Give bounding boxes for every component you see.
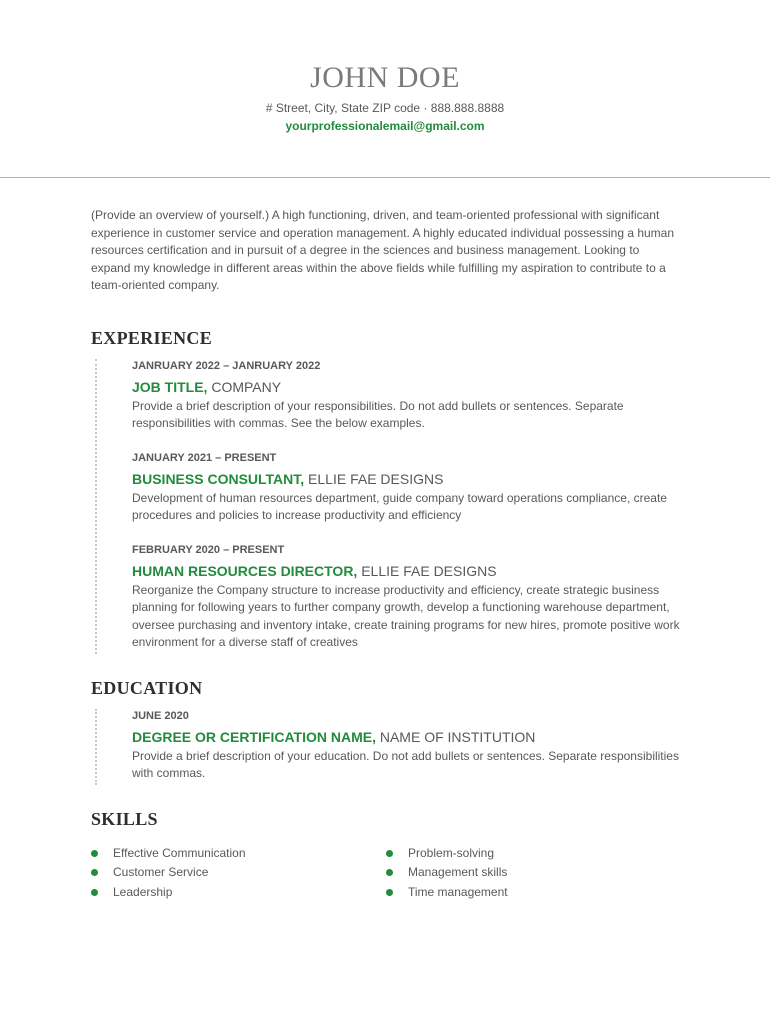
entry-description: Reorganize the Company structure to increase productivity and efficiency, create strategic business planning for following years to further company growth, develop a functioning warehouse department, oversee purchasing and inventory intake, create training programs for new hires, promote positive work environment for a diverse staff of creatives [132, 582, 680, 649]
email-address: yourprofessionalemail@gmail.com [285, 119, 485, 133]
entry-date: JANRUARY 2022 – JANRUARY 2022 [132, 359, 321, 372]
skill-item [91, 844, 386, 864]
skill-label: Effective Communication [113, 845, 246, 860]
education-entry [132, 709, 681, 785]
entry-role [132, 727, 681, 747]
entry-description: Provide a brief description of your responsibilities. Do not add bullets or sentences. Separate responsibilities with commas. See the below examples. [132, 398, 624, 430]
skills-column-left [91, 844, 386, 903]
skill-item [386, 844, 681, 864]
skill-label: Time management [408, 884, 508, 899]
experience-heading: EXPERIENCE [91, 327, 213, 348]
entry-organization: ELLIE FAE DESIGNS [308, 470, 444, 487]
entry-title: JOB TITLE, [132, 378, 208, 395]
entry-organization: ELLIE FAE DESIGNS [361, 562, 497, 579]
skill-label: Leadership [113, 884, 173, 899]
experience-timeline [95, 359, 681, 654]
resume-header [0, 60, 770, 134]
bullet-icon [386, 889, 393, 896]
entry-description: Provide a brief description of your education. Do not add bullets or sentences. Separate responsibilities with commas. [132, 748, 679, 780]
header-divider [0, 177, 770, 178]
skills-heading: SKILLS [91, 808, 158, 829]
skill-label: Customer Service [113, 865, 209, 879]
bullet-icon [386, 850, 393, 857]
skills-list [91, 844, 681, 903]
entry-organization: NAME OF INSTITUTION [379, 728, 536, 745]
entry-role [132, 469, 681, 489]
entry-title: DEGREE OR CERTIFICATION NAME, [132, 728, 376, 745]
resume-body [91, 207, 681, 902]
skill-label: Management skills [408, 865, 508, 879]
education-heading: EDUCATION [91, 677, 203, 698]
entry-description: Development of human resources department, guide company toward operations compliance, create procedures and policies to increase productivity and efficiency [132, 490, 667, 522]
entry-title: HUMAN RESOURCES DIRECTOR, [132, 562, 358, 579]
bullet-icon [91, 850, 98, 857]
candidate-name: JOHN DOE [310, 61, 460, 94]
entry-role [132, 561, 681, 581]
skill-item [91, 883, 386, 903]
bullet-icon [386, 869, 393, 876]
entry-date: JANUARY 2021 – PRESENT [132, 451, 277, 464]
entry-date: FEBRUARY 2020 – PRESENT [132, 543, 285, 556]
professional-summary: (Provide an overview of yourself.) A high functioning, driven, and team-oriented professional with significant experience in customer service and operation management. A highly educated individual possessing a human resources certification and in pursuit of a degree in the sciences and business management. Looking to expand my knowledge in different areas within the above fields while fulfilling my aspiration to contribute to a team-oriented company. [91, 208, 675, 292]
skill-item [386, 863, 681, 883]
entry-date: JUNE 2020 [132, 709, 189, 722]
experience-entry [132, 451, 681, 543]
skill-item [386, 883, 681, 903]
bullet-icon [91, 889, 98, 896]
entry-role [132, 377, 681, 397]
skill-label: Problem-solving [408, 845, 495, 860]
skills-column-right [386, 844, 681, 903]
experience-entry [132, 543, 681, 654]
entry-title: BUSINESS CONSULTANT, [132, 470, 305, 487]
contact-line: # Street, City, State ZIP code · 888.888.8888 [265, 101, 505, 115]
experience-entry [132, 359, 681, 451]
education-timeline [95, 709, 681, 785]
bullet-icon [91, 869, 98, 876]
skill-item [91, 863, 386, 883]
entry-organization: COMPANY [211, 378, 282, 395]
